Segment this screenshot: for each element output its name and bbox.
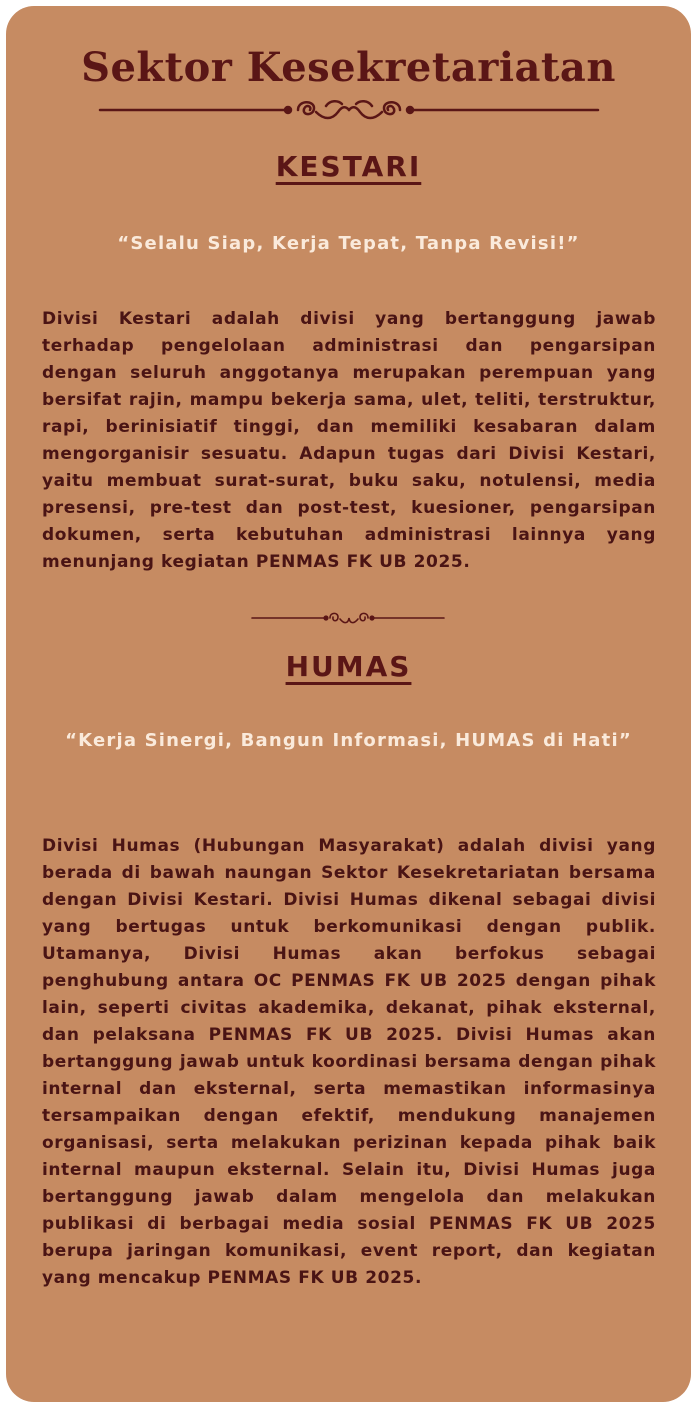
section-heading-humas: HUMAS xyxy=(285,650,412,683)
page-title: Sektor Kesekretariatan xyxy=(81,44,616,91)
ornamental-divider-icon xyxy=(6,96,691,124)
content-card xyxy=(6,6,691,1402)
section-heading-kestari: KESTARI xyxy=(275,150,422,183)
section-body-humas: Divisi Humas (Hubungan Masyarakat) adalah divisi yang berada di bawah naungan Sektor Kesekretariatan bersama dengan Divisi Kestari. Divisi Humas dikenal sebagai divisi yang bertugas untuk berkomunikasi dengan publik. Utamanya, Divisi Humas akan berfokus sebagai penghubung antara OC PENMAS FK UB 2025 dengan pihak lain, seperti civitas akademika, dekanat, pihak eksternal, dan pelaksana PENMAS FK UB 2025. Divisi Humas akan bertanggung jawab untuk koordinasi bersama dengan pihak internal dan eksternal, serta memastikan informasinya tersampaikan dengan efektif, mendukung manajemen organisasi, serta melakukan perizinan kepada pihak baik internal maupun eksternal. Selain itu, Divisi Humas juga bertanggung jawab dalam mengelola dan melakukan publikasi di berbagai media sosial PENMAS FK UB 2025 berupa jaringan komunikasi, event report, dan kegiatan yang mencakup PENMAS FK UB 2025. xyxy=(42,836,656,1288)
section-body-kestari: Divisi Kestari adalah divisi yang bertanggung jawab terhadap pengelolaan administrasi dan pengarsipan dengan seluruh anggotanya merupakan perempuan yang bersifat rajin, mampu bekerja sama, ulet, teliti, terstruktur, rapi, berinisiatif tinggi, dan memiliki kesabaran dalam mengorganisir sesuatu. Adapun tugas dari Divisi Kestari, yaitu membuat surat-surat, buku saku, notulensi, media presensi, pre-test dan post-test, kuesioner, pengarsipan dokumen, serta kebutuhan administrasi lainnya yang menunjang kegiatan PENMAS FK UB 2025. xyxy=(42,309,656,572)
section-motto-kestari: “Selalu Siap, Kerja Tepat, Tanpa Revisi!” xyxy=(117,233,580,254)
ornamental-divider-icon xyxy=(6,610,691,626)
section-motto-humas: “Kerja Sinergi, Bangun Informasi, HUMAS di Hati” xyxy=(65,730,632,751)
